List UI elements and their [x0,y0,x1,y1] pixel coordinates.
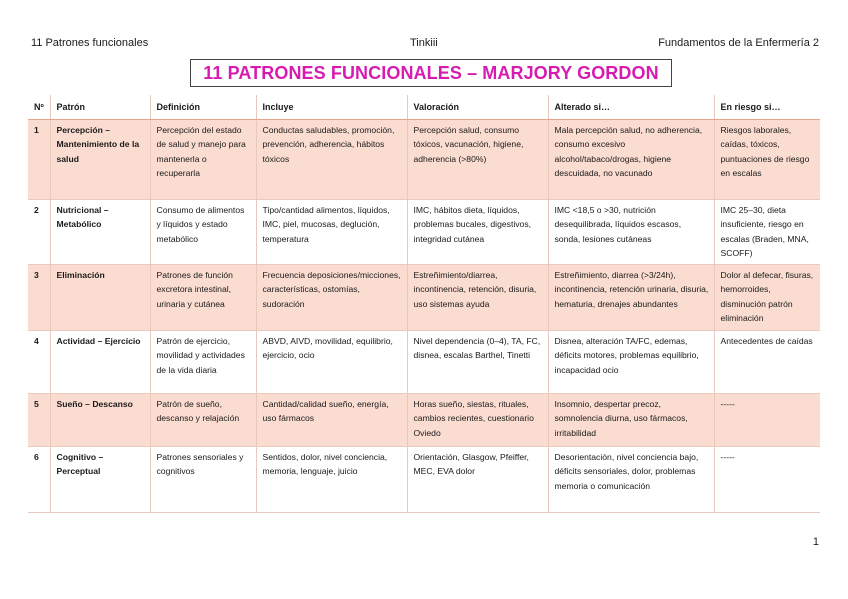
table-row [28,447,820,513]
header-right-text: Fundamentos de la Enfermería 2 [658,37,819,49]
cell-alterado: Insomnio, despertar precoz, somnolencia diurna, uso fármacos, irritabilidad [548,394,714,447]
cell-definicion: Patrón de sueño, descanso y relajación [150,394,256,447]
cell-patron: Nutricional – Metabólico [50,200,150,265]
cell-alterado: Estreñimiento, diarrea (>3/24h), incontinencia, retención urinaria, disuria, hematuria, drenajes abundantes [548,265,714,331]
title-box [190,59,672,87]
cell-alterado: IMC <18,5 o >30, nutrición desequilibrada, líquidos escasos, sonda, lesiones cutáneas [548,200,714,265]
column-header-definicion: Definición [150,95,256,120]
cell-incluye: Conductas saludables, promoción, prevención, adherencia, hábitos tóxicos [256,120,407,200]
cell-valoracion: Horas sueño, siestas, rituales, cambios recientes, cuestionario Oviedo [407,394,548,447]
cell-alterado: Desorientación, nivel conciencia bajo, déficits sensoriales, dolor, problemas memoria o comunicación [548,447,714,513]
cell-patron: Actividad – Ejercicio [50,331,150,394]
cell-patron: Eliminación [50,265,150,331]
cell-valoracion: IMC, hábitos dieta, líquidos, problemas bucales, digestivos, integridad cutánea [407,200,548,265]
cell-incluye: Sentidos, dolor, nivel conciencia, memoria, lenguaje, juicio [256,447,407,513]
cell-num: 2 [28,200,50,265]
cell-riesgo: Antecedentes de caídas [714,331,820,394]
header-center-text: Tinkiii [410,37,438,49]
cell-valoracion: Estreñimiento/diarrea, incontinencia, retención, disuria, uso sistemas ayuda [407,265,548,331]
cell-num: 4 [28,331,50,394]
cell-num: 6 [28,447,50,513]
column-header-alterado: Alterado si… [548,95,714,120]
column-header-patron: Patrón [50,95,150,120]
table-row [28,120,820,200]
table-header-row [28,95,820,120]
column-header-num: Nº [28,95,50,120]
cell-definicion: Patrones sensoriales y cognitivos [150,447,256,513]
table-row [28,394,820,447]
patterns-table [28,95,820,513]
cell-alterado: Mala percepción salud, no adherencia, consumo excesivo alcohol/tabaco/drogas, higiene descuidada, no vacunado [548,120,714,200]
page-header [0,37,848,51]
page-title: 11 PATRONES FUNCIONALES – MARJORY GORDON [203,62,659,83]
cell-riesgo: Riesgos laborales, caídas, tóxicos, puntuaciones de riesgo en escalas [714,120,820,200]
cell-patron: Sueño – Descanso [50,394,150,447]
cell-alterado: Disnea, alteración TA/FC, edemas, déficits motores, problemas equilibrio, incapacidad ocio [548,331,714,394]
cell-riesgo: Dolor al defecar, fisuras, hemorroides, disminución patrón eliminación [714,265,820,331]
cell-valoracion: Orientación, Glasgow, Pfeiffer, MEC, EVA dolor [407,447,548,513]
column-header-valoracion: Valoración [407,95,548,120]
cell-riesgo: ----- [714,447,820,513]
cell-definicion: Consumo de alimentos y líquidos y estado metabólico [150,200,256,265]
table-row [28,265,820,331]
cell-valoracion: Nivel dependencia (0–4), TA, FC, disnea, escalas Barthel, Tinetti [407,331,548,394]
cell-incluye: ABVD, AIVD, movilidad, equilibrio, ejercicio, ocio [256,331,407,394]
header-left-text: 11 Patrones funcionales [31,37,149,49]
table-row [28,200,820,265]
table-row [28,331,820,394]
cell-num: 1 [28,120,50,200]
cell-incluye: Frecuencia deposiciones/micciones, características, ostomías, sudoración [256,265,407,331]
cell-definicion: Percepción del estado de salud y manejo para mantenerla o recuperarla [150,120,256,200]
cell-riesgo: IMC 25–30, dieta insuficiente, riesgo en escalas (Braden, MNA, SCOFF) [714,200,820,265]
cell-riesgo: ----- [714,394,820,447]
cell-num: 3 [28,265,50,331]
cell-definicion: Patrón de ejercicio, movilidad y actividades de la vida diaria [150,331,256,394]
column-header-incluye: Incluye [256,95,407,120]
cell-definicion: Patrones de función excretora intestinal, urinaria y cutánea [150,265,256,331]
page-number: 1 [812,536,819,548]
cell-patron: Cognitivo – Perceptual [50,447,150,513]
cell-num: 5 [28,394,50,447]
cell-patron: Percepción – Mantenimiento de la salud [50,120,150,200]
cell-incluye: Tipo/cantidad alimentos, líquidos, IMC, piel, mucosas, deglución, temperatura [256,200,407,265]
cell-incluye: Cantidad/calidad sueño, energía, uso fármacos [256,394,407,447]
cell-valoracion: Percepción salud, consumo tóxicos, vacunación, higiene, adherencia (>80%) [407,120,548,200]
column-header-riesgo: En riesgo si… [714,95,820,120]
